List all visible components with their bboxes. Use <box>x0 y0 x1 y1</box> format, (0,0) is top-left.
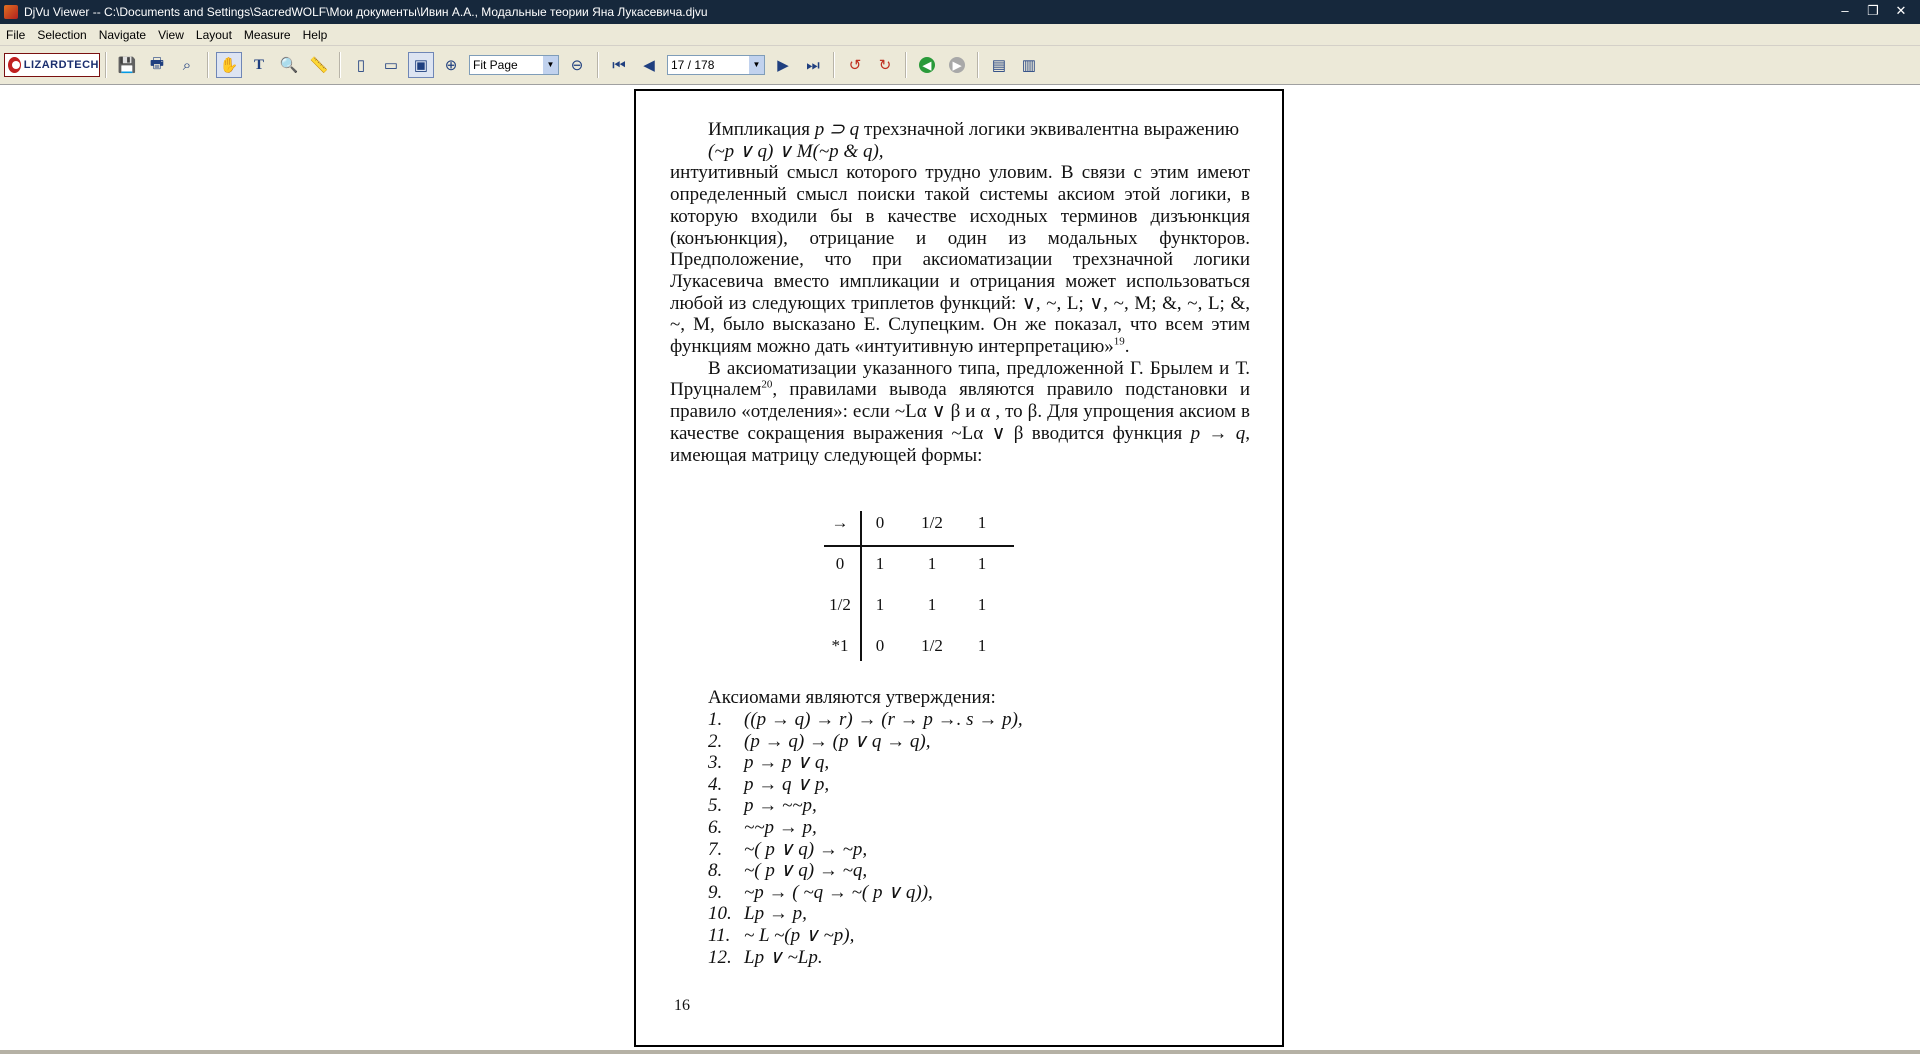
toolbar-separator <box>339 52 341 78</box>
formula-1: (~p ∨ q) ∨ M(~p & q), <box>708 140 884 162</box>
footnote-ref-19: 19 <box>1113 335 1125 348</box>
truth-table <box>824 511 1014 661</box>
table-divider-horizontal <box>824 545 1014 547</box>
toolbar <box>0 46 1920 85</box>
table-cell: 1 <box>977 636 987 655</box>
toolbar-separator <box>833 52 835 78</box>
pan-hand-icon[interactable]: ✋ <box>216 52 242 78</box>
table-col-header: 0 <box>875 513 885 532</box>
axiom-item: 6. ~~p → p, <box>708 816 817 838</box>
zoom-in-icon[interactable]: ⊕ <box>444 57 458 74</box>
table-cell: 1 <box>875 554 885 573</box>
table-row-label: 0 <box>835 554 845 573</box>
next-page-icon[interactable]: ▶ <box>777 57 789 74</box>
find-binoculars-icon[interactable]: ⌕ <box>182 56 192 74</box>
restore-button[interactable]: ❐ <box>1867 3 1879 18</box>
axioms-heading: Аксиомами являются утверждения: <box>708 687 996 708</box>
axioms-list <box>708 709 1023 968</box>
menu-navigate[interactable]: Navigate <box>98 27 147 42</box>
table-row-label: 1/2 <box>829 595 851 614</box>
menu-view[interactable]: View <box>158 27 184 42</box>
toolbar-separator <box>905 52 907 78</box>
document-page <box>634 89 1284 1047</box>
page-value: 17 / 178 <box>671 58 715 72</box>
zoom-icon[interactable]: 🔍 <box>279 57 299 74</box>
table-col-header: 1/2 <box>921 513 943 532</box>
menu-file[interactable]: File <box>6 27 26 42</box>
save-icon[interactable]: 💾 <box>117 57 137 74</box>
zoom-value: Fit Page <box>473 58 518 72</box>
lizardtech-logo-icon <box>8 57 21 73</box>
table-cell: 1 <box>875 595 885 614</box>
text-select-icon[interactable]: T <box>253 56 264 73</box>
menu-bar <box>0 24 1920 46</box>
axiom-item: 11. ~ L ~(p ∨ ~p), <box>708 924 855 946</box>
menu-selection[interactable]: Selection <box>37 27 87 42</box>
window-title: DjVu Viewer -- C:\Documents and Settings\SacredWOLF\Мои документы\Ивин А.А., Модальные теории Яна Лукасевича.djvu <box>24 5 708 19</box>
document-viewport[interactable] <box>0 85 1920 1050</box>
print-icon[interactable]: 🖶 <box>149 54 165 72</box>
toolbar-separator <box>105 52 107 78</box>
chevron-down-icon[interactable]: ▼ <box>749 56 764 74</box>
continuous-page-icon[interactable]: ▭ <box>383 57 399 74</box>
paragraph-1: Импликация p ⊃ q трехзначной логики эквивалентна выражению <box>708 119 1240 140</box>
axiom-item: 9. ~p → ( ~q → ~( p ∨ q)), <box>708 881 933 903</box>
thumbnails-icon[interactable]: ▤ <box>991 57 1007 74</box>
ruler-measure-icon[interactable]: 📏 <box>309 57 329 74</box>
title-bar <box>0 0 1920 24</box>
table-cell: 1 <box>927 554 937 573</box>
axiom-item: 3. p → p ∨ q, <box>708 752 830 774</box>
footnote-ref-20: 20 <box>761 379 773 392</box>
single-page-icon[interactable]: ▯ <box>356 57 366 74</box>
axiom-item: 12. Lp ∨ ~Lp. <box>708 946 823 968</box>
rotate-right-icon[interactable]: ↻ <box>878 57 892 74</box>
filmstrip-icon[interactable]: ▥ <box>1021 57 1037 74</box>
menu-help[interactable]: Help <box>302 27 328 42</box>
previous-page-icon[interactable]: ◀ <box>643 57 655 74</box>
lizardtech-logo[interactable]: LIZARDTECH <box>4 53 100 77</box>
djvu-app-icon <box>4 5 18 19</box>
table-cell: 1 <box>927 595 937 614</box>
back-icon[interactable]: ◀ <box>914 52 940 78</box>
paragraph-2: интуитивный смысл которого трудно уловим. В связи с этим имеют определенный смысл поиски такой системы аксиом этой логики, в которую входили бы в качестве исходных терминов дизъюнкция (конъюнкция), отрицание и один из модальных функторов. Предположение, что при аксиоматизации трехзначной логики Лукасевича вместо импликации и отрицания может использоваться любой из следующих триплетов функций: ∨, ~, L; ∨, ~, M; &, ~, L; &, ~, M, было высказано Е. Слупецким. Он же показал, что всем этим функциям можно дать «интуитивную интерпретацию»$^{19}$. <box>670 162 1250 358</box>
close-button[interactable]: ✕ <box>1895 3 1907 18</box>
table-row-label: *1 <box>831 636 849 655</box>
axiom-item: 4. p → q ∨ p, <box>708 773 830 795</box>
fit-page-icon[interactable]: ▣ <box>408 52 434 78</box>
axiom-item: 8. ~( p ∨ q) → ~q, <box>708 860 868 882</box>
menu-layout[interactable]: Layout <box>195 27 232 42</box>
menu-measure[interactable]: Measure <box>243 27 291 42</box>
page-select[interactable] <box>667 55 765 75</box>
last-page-icon[interactable]: ⏭ <box>806 56 820 74</box>
paragraph-3: В аксиоматизации указанного типа, предложенной Г. Брылем и Т. Пруцналем$^{20}$, правилами вывода являются правило подстановки и правило «отделения»: если ~Lα ∨ β и α , то β. Для упрощения аксиом в качестве сокращения выражения ~Lα ∨ β вводится функция p → q, имеющая матрицу следующей формы: <box>670 357 1251 466</box>
axiom-item: 5. p → ~~p, <box>708 795 817 817</box>
minimize-button[interactable]: – <box>1841 3 1849 18</box>
toolbar-separator <box>207 52 209 78</box>
axiom-item: 2. (p → q) → (p ∨ q → q), <box>708 730 931 752</box>
forward-icon[interactable]: ▶ <box>944 52 970 78</box>
rotate-left-icon[interactable]: ↺ <box>848 57 862 74</box>
page-text <box>670 119 1250 466</box>
toolbar-separator <box>597 52 599 78</box>
zoom-out-icon[interactable]: ⊖ <box>570 57 584 74</box>
page-number: 16 <box>674 997 690 1014</box>
toolbar-separator <box>977 52 979 78</box>
axiom-item: 10. Lp → p, <box>708 903 807 925</box>
table-cell: 1 <box>977 595 987 614</box>
chevron-down-icon[interactable]: ▼ <box>543 56 558 74</box>
table-cell: 0 <box>875 636 885 655</box>
table-col-header: 1 <box>977 513 987 532</box>
table-cell: 1/2 <box>921 636 943 655</box>
table-cell: 1 <box>977 554 987 573</box>
axiom-item: 1. ((p → q) → r) → (r → p →. s → p), <box>708 709 1023 730</box>
status-bar <box>0 1050 1920 1054</box>
axiom-item: 7. ~( p ∨ q) → ~p, <box>708 838 868 860</box>
zoom-select[interactable] <box>469 55 559 75</box>
table-corner: → <box>831 513 849 532</box>
first-page-icon[interactable]: ⏮ <box>612 56 626 74</box>
